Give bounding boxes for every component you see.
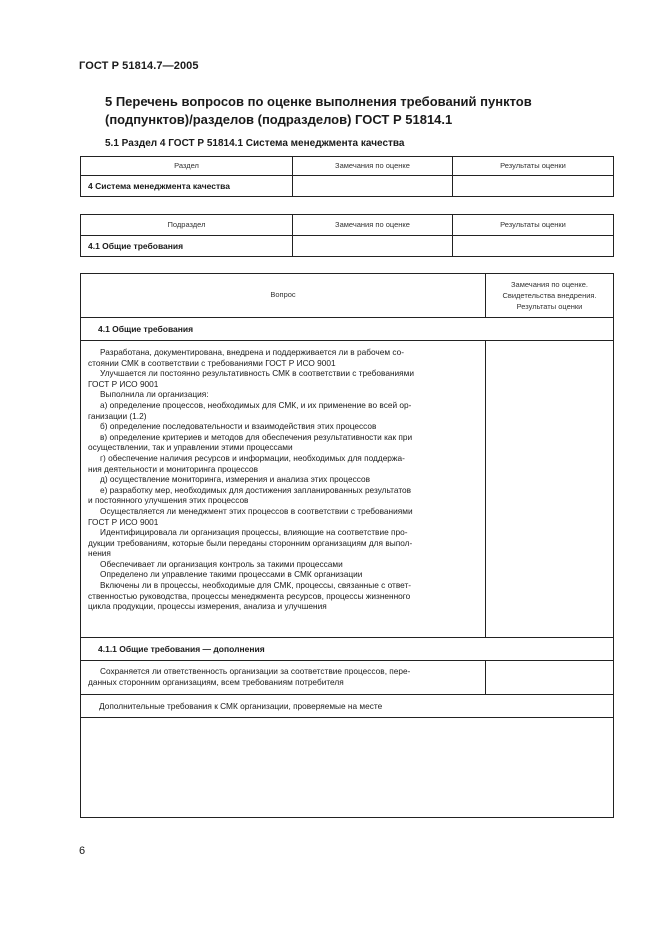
question-line: нения	[88, 548, 111, 559]
header-remarks-line: Замечания по оценке.	[511, 280, 588, 289]
additional-requirements-label: Дополнительные требования к СМК организации, проверяемые на месте	[81, 695, 614, 718]
question-line: ганизации (1.2)	[88, 410, 147, 421]
question-line: Выполнила ли организация:	[100, 389, 209, 400]
questions-cell	[81, 341, 486, 638]
subsection-title: 5.1 Раздел 4 ГОСТ Р 51814.1 Система менеджмента качества	[105, 138, 405, 149]
question-line: цикла продукции, процессы измерения, анализа и улучшения	[88, 601, 327, 612]
question-line: ния деятельности и мониторинга процессов	[88, 463, 259, 474]
question-line: г) обеспечение наличия ресурсов и информации, необходимых для поддержа-	[100, 452, 405, 463]
additional-requirements-area	[81, 718, 614, 818]
results-cell	[453, 236, 614, 257]
remarks-cell	[486, 341, 614, 638]
remarks-cell	[293, 236, 453, 257]
question-line: Обеспечивает ли организация контроль за такими процессами	[100, 558, 343, 569]
question-line: Осуществляется ли менеджмент этих процессов в соответствии с требованиями	[100, 505, 413, 516]
header-section: Раздел	[81, 157, 293, 176]
question-line: ственностью руководства, процессы менеджмента ресурсов, процессы жизненного	[88, 590, 411, 601]
section-row-title: 4.1 Общие требования	[81, 318, 614, 341]
question-line: в) определение критериев и методов для обеспечения результативности как при	[100, 431, 413, 442]
question-line: е) разработку мер, необходимых для достижения запланированных результатов	[100, 484, 412, 495]
question-line: б) определение последовательности и взаимодействия этих процессов	[100, 421, 377, 432]
question-line: данных сторонним организациям, всем требованиям потребителя	[88, 676, 344, 687]
section-name-cell: 4 Система менеджмента качества	[81, 176, 293, 197]
question-line: осуществлении, так и управлении этими процессами	[88, 442, 293, 453]
question-line: Определено ли управление такими процессами в СМК организации	[100, 569, 363, 580]
remarks-cell	[293, 176, 453, 197]
question-line: ГОСТ Р ИСО 9001	[88, 516, 159, 527]
subsection-name-cell: 4.1 Общие требования	[81, 236, 293, 257]
section-table	[80, 156, 614, 197]
questions-table	[80, 273, 614, 818]
question-line: Включены ли в процессы, необходимые для СМК, процессы, связанные с ответ-	[100, 580, 412, 591]
header-remarks: Замечания по оценке	[293, 157, 453, 176]
question-line: Разработана, документирована, внедрена и поддерживается ли в рабочем со-	[100, 347, 405, 357]
question-line: а) определение процессов, необходимых для СМК, и их применение во всей ор-	[100, 399, 412, 410]
header-results: Результаты оценки	[453, 157, 614, 176]
question-line: дукции требованиям, которые были переданы сторонним организациям для выпол-	[88, 537, 413, 548]
header-results: Результаты оценки	[453, 215, 614, 236]
question-line: ГОСТ Р ИСО 9001	[88, 378, 159, 389]
header-subsection: Подраздел	[81, 215, 293, 236]
question-line: Идентифицировала ли организация процессы, влияющие на соответствие про-	[100, 527, 408, 538]
question-line: стоянии СМК в соответствии с требованиями ГОСТ Р ИСО 9001	[88, 357, 336, 368]
page-number: 6	[79, 845, 86, 857]
header-results-line: Результаты оценки	[516, 302, 583, 311]
remarks-cell	[486, 661, 614, 695]
results-cell	[453, 176, 614, 197]
header-evidence-line: Свидетельства внедрения.	[502, 291, 597, 300]
header-question: Вопрос	[81, 274, 486, 318]
questions-cell	[81, 661, 486, 695]
section-title: 5 Перечень вопросов по оценке выполнения требований пунктов (подпунктов)/разделов (подразделов) ГОСТ Р 51814.1	[105, 94, 532, 127]
header-remarks: Замечания по оценке	[293, 215, 453, 236]
subsection-row-title: 4.1.1 Общие требования — дополнения	[81, 638, 614, 661]
subsection-table	[80, 214, 614, 257]
question-line: д) осуществление мониторинга, измерения и анализа этих процессов	[100, 474, 370, 485]
header-remarks-evidence	[486, 274, 614, 318]
question-line: и постоянного улучшения этих процессов	[88, 495, 249, 506]
question-line: Сохраняется ли ответственность организации за соответствие процессов, пере-	[100, 666, 411, 676]
document-code: ГОСТ Р 51814.7—2005	[79, 60, 199, 72]
question-line: Улучшается ли постоянно результативность СМК в соответствии с требованиями	[100, 368, 414, 379]
